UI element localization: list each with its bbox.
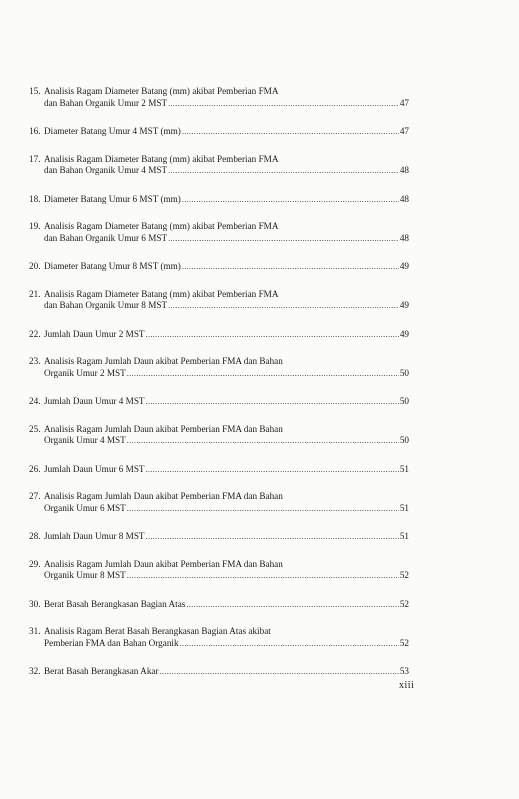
entry-body [44, 86, 409, 109]
entry-title-text: Berat Basah Berangkasan Bagian Atas [44, 598, 186, 609]
entry-title-text: Analisis Ragam Diameter Batang (mm) akibat Pemberian FMA [44, 153, 279, 164]
toc-entry [29, 126, 409, 138]
entry-page-number: 52 [399, 570, 409, 580]
entry-number: 27. [29, 491, 41, 501]
entry-page-number: 48 [399, 193, 409, 204]
toc-entry [29, 194, 409, 206]
toc-entry [29, 86, 409, 109]
dot-leader [146, 464, 399, 476]
dot-leader [186, 599, 398, 611]
entry-title-text: dan Bahan Organik Umur 6 MST [44, 232, 168, 243]
toc-entry [29, 559, 409, 582]
entry-title-text: Analisis Ragam Jumlah Daun akibat Pemberian FMA dan Bahan [44, 423, 283, 434]
entry-title-text: Diameter Batang Umur 4 MST (mm) [44, 126, 181, 136]
entry-title-text: Diameter Batang Umur 8 MST (mm) [44, 261, 181, 271]
entry-page-number: 51 [399, 531, 409, 541]
entry-body [44, 531, 409, 543]
entry-body [44, 559, 409, 582]
entry-line [44, 464, 409, 476]
entry-page-number: 50 [399, 435, 409, 445]
toc-entry [29, 666, 409, 678]
entry-line [44, 194, 409, 206]
entry-body [44, 666, 409, 678]
entry-page-number: 51 [399, 463, 409, 474]
entry-line [44, 329, 409, 341]
entry-number: 23. [29, 356, 41, 366]
entry-body [44, 261, 409, 273]
entry-line [44, 396, 409, 408]
entry-page-number: 48 [399, 165, 409, 175]
entry-title-text: Analisis Ragam Diameter Batang (mm) akibat Pemberian FMA [44, 288, 279, 299]
entry-page-number: 49 [399, 328, 409, 339]
entry-title-text: dan Bahan Organik Umur 8 MST [44, 300, 168, 310]
entry-line [44, 491, 409, 503]
entry-line [44, 154, 409, 166]
toc-entry [29, 531, 409, 543]
toc-entry [29, 261, 409, 273]
entry-title-text: Diameter Batang Umur 6 MST (mm) [44, 193, 181, 204]
dot-leader [127, 368, 399, 380]
entry-number: 16. [29, 126, 41, 136]
toc-entry [29, 424, 409, 447]
entry-title-text: Jumlah Daun Umur 4 MST [44, 396, 145, 406]
dot-leader [180, 638, 399, 650]
entry-page-number: 51 [399, 502, 409, 513]
entry-number: 22. [29, 328, 41, 339]
entry-body [44, 491, 409, 514]
entry-title-text: Jumlah Daun Umur 8 MST [44, 531, 145, 541]
entry-line [44, 356, 409, 368]
entry-number: 30. [29, 598, 41, 609]
entry-number: 28. [29, 531, 41, 541]
entry-line [44, 599, 409, 611]
entry-title-text: Analisis Ragam Berat Basah Berangkasan Bagian Atas akibat [44, 626, 271, 636]
entry-line [44, 261, 409, 273]
entry-number: 17. [29, 153, 41, 164]
entry-number: 19. [29, 221, 41, 231]
page-number: xiii [399, 680, 415, 691]
entry-title-text: Analisis Ragam Diameter Batang (mm) akibat Pemberian FMA [44, 221, 279, 231]
entry-line [44, 559, 409, 571]
entry-number: 25. [29, 423, 41, 434]
entry-body [44, 126, 409, 138]
dot-leader [182, 126, 399, 138]
toc-entry [29, 356, 409, 379]
dot-leader [160, 666, 399, 678]
entry-page-number: 47 [399, 126, 409, 136]
toc-entry [29, 491, 409, 514]
toc-entry [29, 396, 409, 408]
entry-body [44, 221, 409, 244]
toc-entry [29, 464, 409, 476]
dot-leader [146, 396, 399, 408]
entry-page-number: 53 [399, 666, 409, 676]
entry-line [44, 570, 409, 582]
entry-body [44, 396, 409, 408]
dot-leader [182, 194, 399, 206]
entry-line [44, 289, 409, 301]
dot-leader [182, 261, 399, 273]
entry-line [44, 368, 409, 380]
entry-page-number: 50 [399, 396, 409, 406]
entry-page-number: 52 [399, 637, 409, 648]
entry-body [44, 626, 409, 649]
entry-title-text: Organik Umur 6 MST [44, 502, 126, 513]
entry-page-number: 52 [399, 598, 409, 609]
entry-title-text: Analisis Ragam Jumlah Daun akibat Pemberian FMA dan Bahan [44, 491, 283, 501]
dot-leader [127, 503, 399, 515]
dot-leader [146, 531, 399, 543]
entry-line [44, 300, 409, 312]
toc-entry [29, 329, 409, 341]
entry-title-text: Jumlah Daun Umur 2 MST [44, 328, 145, 339]
toc-entry [29, 154, 409, 177]
entry-number: 32. [29, 666, 41, 676]
toc-entry [29, 599, 409, 611]
dot-leader [168, 233, 399, 245]
entry-line [44, 531, 409, 543]
entry-number: 21. [29, 288, 41, 299]
dot-leader [168, 98, 399, 110]
entry-number: 24. [29, 396, 41, 406]
toc-entry [29, 289, 409, 312]
entry-number: 20. [29, 261, 41, 271]
entry-line [44, 221, 409, 233]
entry-title-text: dan Bahan Organik Umur 4 MST [44, 165, 168, 175]
entry-number: 15. [29, 86, 41, 96]
dot-leader [146, 329, 399, 341]
toc-entry [29, 221, 409, 244]
entry-line [44, 626, 409, 638]
entry-title-text: Analisis Ragam Jumlah Daun akibat Pemberian FMA dan Bahan [44, 356, 283, 366]
dot-leader [168, 300, 399, 312]
entry-number: 29. [29, 558, 41, 569]
entry-line [44, 233, 409, 245]
entry-line [44, 165, 409, 177]
entry-line [44, 86, 409, 98]
entry-page-number: 50 [399, 367, 409, 378]
entry-title-text: Analisis Ragam Jumlah Daun akibat Pemberian FMA dan Bahan [44, 558, 283, 569]
entry-line [44, 638, 409, 650]
entry-line [44, 435, 409, 447]
entry-body [44, 356, 409, 379]
entry-title-text: Analisis Ragam Diameter Batang (mm) akibat Pemberian FMA [44, 86, 279, 96]
entry-body [44, 599, 409, 611]
entry-page-number: 47 [399, 97, 409, 108]
entry-line [44, 666, 409, 678]
entry-body [44, 289, 409, 312]
entry-page-number: 48 [399, 232, 409, 243]
entry-title-text: Organik Umur 2 MST [44, 367, 126, 378]
entry-title-text: Pemberian FMA dan Bahan Organik [44, 637, 179, 648]
entry-title-text: Berat Basah Berangkasan Akar [44, 666, 159, 676]
entry-number: 26. [29, 463, 41, 474]
table-of-contents-list [29, 86, 409, 694]
entry-title-text: dan Bahan Organik Umur 2 MST [44, 97, 168, 108]
entry-body [44, 329, 409, 341]
dot-leader [127, 570, 399, 582]
entry-number: 18. [29, 193, 41, 204]
entry-line [44, 126, 409, 138]
entry-line [44, 503, 409, 515]
entry-body [44, 154, 409, 177]
entry-title-text: Jumlah Daun Umur 6 MST [44, 463, 145, 474]
toc-entry [29, 626, 409, 649]
entry-line [44, 98, 409, 110]
entry-body [44, 424, 409, 447]
entry-title-text: Organik Umur 4 MST [44, 435, 126, 445]
entry-body [44, 464, 409, 476]
entry-line [44, 424, 409, 436]
entry-title-text: Organik Umur 8 MST [44, 570, 126, 580]
entry-page-number: 49 [399, 261, 409, 271]
dot-leader [168, 165, 399, 177]
entry-body [44, 194, 409, 206]
dot-leader [127, 435, 399, 447]
entry-number: 31. [29, 626, 41, 636]
entry-page-number: 49 [399, 300, 409, 310]
